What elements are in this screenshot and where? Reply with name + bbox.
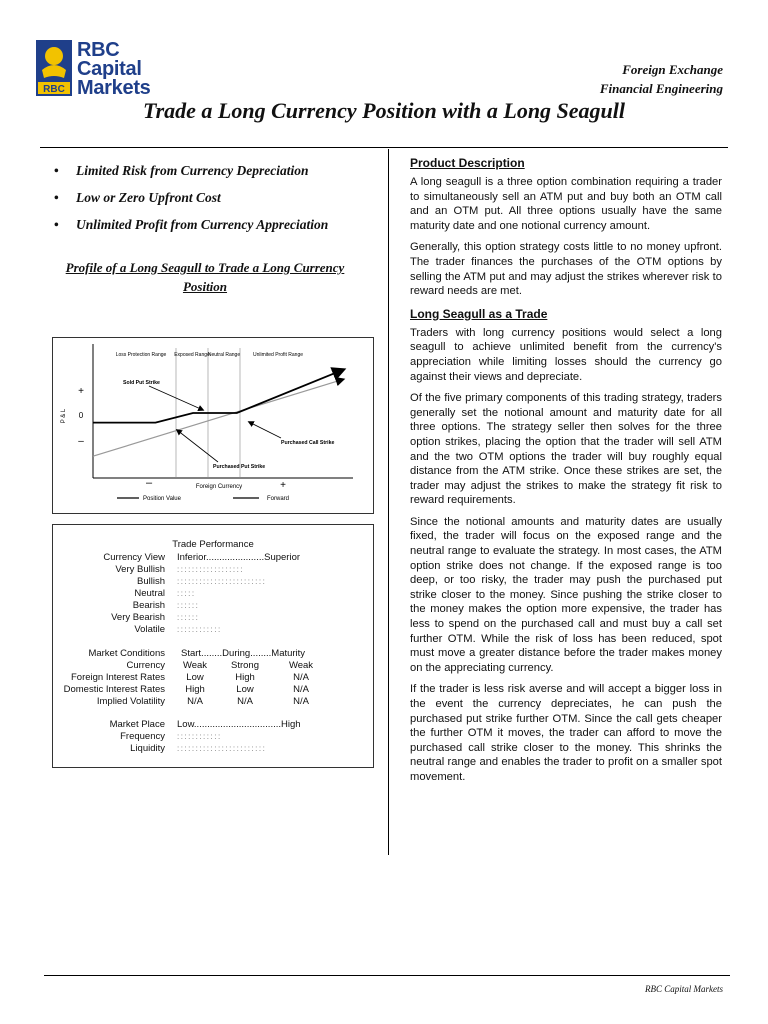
- currency-view-scale: Inferior......................Superior: [177, 552, 301, 563]
- view-level-dots: ::::::: [177, 613, 200, 622]
- paragraph: Since the notional amounts and maturity dates are usually fixed, the trader will focus on the exposed range and the neutral range to evaluate the strategy. In most cases, the ATM option strike does not change. If the exposed range is too deep, or too risky, the trader may push the purchased put strike closer to the money. Since pushing the strike closer to the money makes the option more expensive, the trader has less to spend on the purchased call and must buy a call set further OTM. While the risk of loss has been reduced, spot must move a greater distance before the trader makes money on the appreciating currency.: [410, 515, 722, 674]
- paragraph: A long seagull is a three option combination requiring a trader to simultaneously sell an ATM put and buy both an OTM call and an OTM put. All three options usually have the same maturity date and one notional currency amount.: [410, 176, 722, 232]
- performance-title: Trade Performance: [172, 539, 254, 550]
- dept-foreign-exchange: Foreign Exchange: [622, 62, 723, 77]
- section-heading-product-description: Product Description: [410, 156, 525, 170]
- view-level-dots: ::::::::::::::::::: [177, 565, 245, 574]
- condition-start: Weak: [182, 660, 208, 671]
- condition-during: N/A: [237, 696, 253, 707]
- bottom-divider: [44, 975, 730, 976]
- range-label-loss-protection: Loss Protection Range: [115, 352, 167, 358]
- page-title: Trade a Long Currency Position with a Long Seagull: [142, 98, 626, 123]
- view-level-dots: ::::::::::::: [177, 625, 222, 634]
- column-divider: [388, 149, 389, 855]
- purchased-call-arrow: [249, 422, 281, 438]
- condition-maturity: N/A: [293, 684, 309, 695]
- y-tick-zero: 0: [78, 411, 84, 420]
- y-axis-label: P & L: [61, 408, 67, 424]
- view-label: Volatile: [134, 624, 165, 635]
- feature-bullets: [52, 157, 382, 238]
- view-level-dots: :::::: [177, 589, 196, 598]
- strike-label-purchased-put: Purchased Put Strike: [213, 464, 266, 470]
- place-level-dots: ::::::::::::::::::::::::: [177, 744, 267, 753]
- view-label: Neutral: [134, 588, 165, 599]
- bullet-item: • Low or Zero Upfront Cost: [52, 184, 382, 211]
- strike-label-sold-put: Sold Put Strike: [123, 380, 160, 386]
- x-tick-minus: –: [145, 477, 153, 489]
- view-level-dots: ::::::: [177, 601, 200, 610]
- strike-label-purchased-call: Purchased Call Strike: [281, 440, 335, 446]
- paragraph: Of the five primary components of this trading strategy, traders generally set the notional amount and maturity date for all three options. The strategy seller then solves for the three option strikes, placing the option that the trader will sell ATM and the two OTM options the trader will buy roughly equal distance from the ATM strike. Once these strikes are set, the trader may adjust the strikes to make the strategy fit risk to reward requirements.: [410, 392, 722, 507]
- profile-title: [60, 258, 350, 296]
- market-conditions-label: Market Conditions: [88, 648, 165, 659]
- y-tick-plus: +: [78, 386, 84, 397]
- market-conditions-scale: Start........During........Maturity: [181, 648, 306, 659]
- range-label-unlimited-profit: Unlimited Profit Range: [252, 352, 304, 358]
- place-level-dots: ::::::::::::: [177, 732, 222, 741]
- seagull-profile-chart: [52, 337, 374, 514]
- legend-label-forward: Forward: [267, 496, 290, 502]
- bullet-item: • Limited Risk from Currency Depreciation: [52, 157, 382, 184]
- y-tick-minus: –: [78, 436, 84, 447]
- profile-title-text: Profile of a Long Seagull to Trade a Long Currency Position: [65, 260, 345, 294]
- brand-line-1: RBC: [77, 39, 120, 61]
- condition-during: Low: [236, 684, 254, 695]
- view-label: Very Bearish: [111, 612, 165, 623]
- view-label: Bullish: [137, 576, 165, 587]
- right-column: [410, 155, 722, 792]
- x-axis-label: Foreign Currency: [195, 484, 243, 490]
- view-label: Very Bullish: [115, 564, 165, 575]
- trade-performance-table: [52, 524, 374, 768]
- chart-svg: [53, 338, 373, 513]
- rbc-lion-shield-icon: [36, 40, 72, 96]
- condition-label: Implied Volatility: [96, 696, 165, 707]
- condition-label: Domestic Interest Rates: [63, 684, 165, 695]
- view-label: Bearish: [132, 600, 165, 611]
- paragraph: Traders with long currency positions would select a long seagull to achieve unlimited benefit from the currency's appreciation while limiting losses should the currency go against their views and depreciate.: [410, 326, 722, 383]
- condition-start: Low: [186, 672, 204, 683]
- place-label: Frequency: [120, 731, 165, 742]
- condition-label: Foreign Interest Rates: [71, 672, 165, 683]
- dept-financial-engineering: Financial Engineering: [599, 81, 723, 96]
- currency-view-label: Currency View: [103, 552, 165, 563]
- condition-maturity: N/A: [293, 672, 309, 683]
- view-level-dots: ::::::::::::::::::::::::: [177, 577, 267, 586]
- condition-during: Strong: [231, 660, 259, 671]
- condition-start: High: [185, 684, 205, 695]
- condition-maturity: N/A: [293, 696, 309, 707]
- x-tick-plus: +: [280, 480, 286, 491]
- paragraph: Generally, this option strategy costs little to no money upfront. The trader finances the purchases of the OTM options by selling the ATM put and may adjust the strikes wherever risk to reward needs are met.: [410, 241, 722, 298]
- series-position-value-line: [93, 370, 343, 423]
- market-place-label: Market Place: [109, 719, 165, 730]
- department-block: [600, 60, 723, 98]
- condition-during: High: [235, 672, 255, 683]
- range-label-exposed: Exposed Range: [174, 352, 210, 358]
- condition-maturity: Weak: [288, 660, 314, 671]
- footer-text: RBC Capital Markets: [645, 984, 723, 994]
- purchased-put-arrow: [177, 430, 218, 462]
- paragraph: If the trader is less risk averse and will accept a bigger loss in the event the currency depreciates, he can push the purchased put strike further OTM. Since the call gets cheaper the further OTM it moves, the trader can afford to move the purchased call strike closer to the money. This shrinks the neutral range and enables the trader to profit on a smaller spot movement.: [410, 683, 722, 783]
- condition-label: Currency: [126, 660, 165, 671]
- brand-line-3: Markets: [77, 77, 151, 99]
- place-label: Liquidity: [130, 743, 165, 754]
- bullet-item: • Unlimited Profit from Currency Appreciation: [52, 211, 382, 238]
- section-heading-long-seagull-trade: Long Seagull as a Trade: [410, 306, 548, 321]
- market-place-scale: Low.................................High: [177, 719, 301, 730]
- condition-start: N/A: [187, 696, 203, 707]
- brand-line-2: Capital: [77, 58, 142, 80]
- range-label-neutral: Neutral Range: [207, 352, 241, 358]
- legend-label-position: Position Value: [143, 496, 181, 502]
- logo-shield-text: RBC: [43, 84, 65, 95]
- top-divider: [40, 147, 728, 148]
